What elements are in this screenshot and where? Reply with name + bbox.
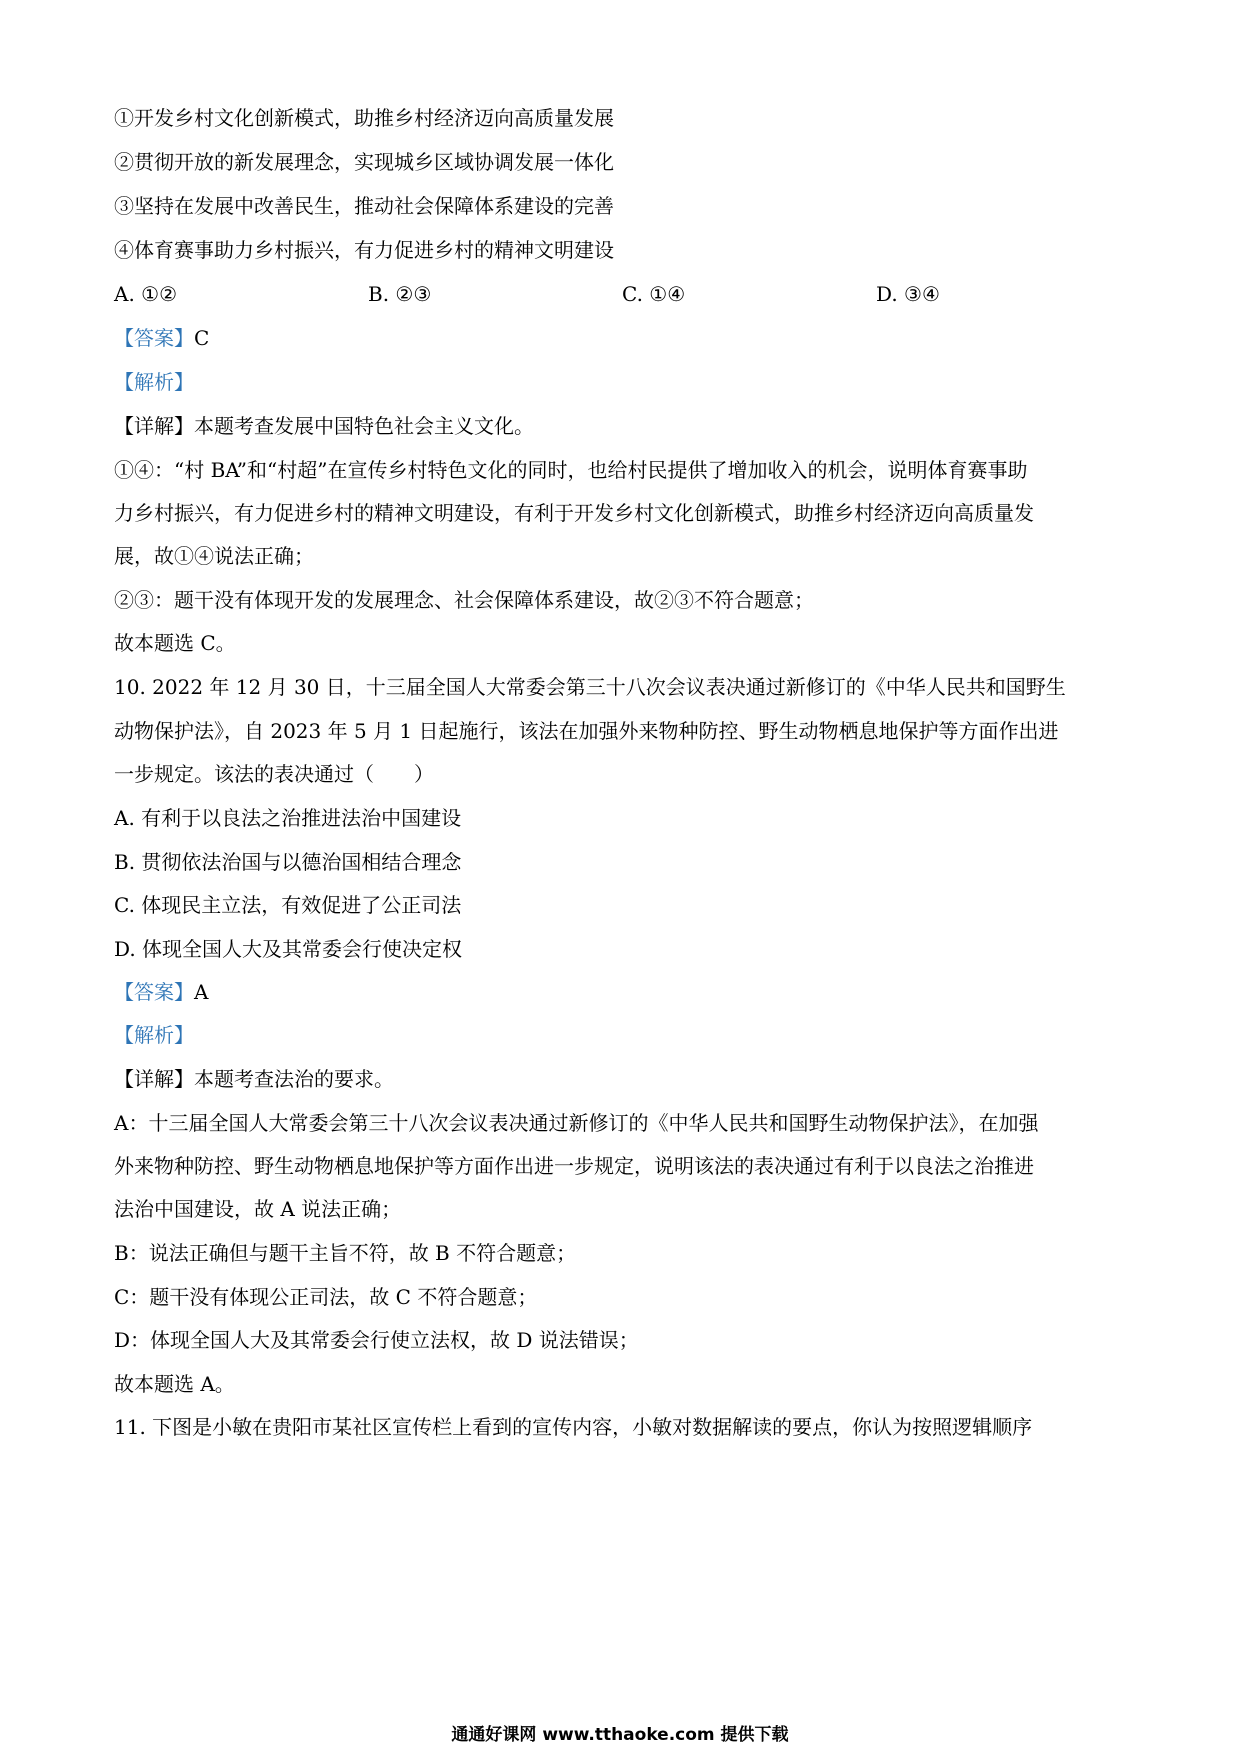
- q10-detail: D：体现全国人大及其常委会行使立法权，故 D 说法错误；: [114, 1328, 639, 1352]
- q10-detail: 【详解】本题考查法治的要求。: [114, 1067, 394, 1091]
- q10-detail: 法治中国建设，故 A 说法正确；: [114, 1197, 402, 1221]
- q10-option-d: D. 体现全国人大及其常委会行使决定权: [114, 937, 463, 961]
- q10-option-c: C. 体现民主立法，有效促进了公正司法: [114, 893, 462, 917]
- q10-detail: 故本题选 A。: [114, 1372, 235, 1396]
- q11-stem: 11. 下图是小敏在贵阳市某社区宣传栏上看到的宣传内容，小敏对数据解读的要点，你认为按照逻辑顺序: [114, 1415, 1033, 1439]
- q9-statement: ③坚持在发展中改善民生，推动社会保障体系建设的完善: [114, 194, 614, 218]
- answer-tag: 【答案】: [114, 326, 194, 350]
- answer-value: C: [194, 326, 210, 350]
- q10-detail: A：十三届全国人大常委会第三十八次会议表决通过新修订的《中华人民共和国野生动物保护法》，在加强: [114, 1111, 1039, 1135]
- q10-detail: B：说法正确但与题干主旨不符，故 B 不符合题意；: [114, 1241, 577, 1265]
- q9-statement: ②贯彻开放的新发展理念，实现城乡区域协调发展一体化: [114, 150, 614, 174]
- q10-analysis-tag: 【解析】: [114, 1023, 194, 1047]
- q10-detail: 外来物种防控、野生动物栖息地保护等方面作出进一步规定，说明该法的表决通过有利于以良法之治推进: [114, 1154, 1034, 1178]
- q10-answer: [114, 979, 208, 1005]
- q9-option-b: B. ②③: [368, 282, 432, 306]
- q10-stem: 动物保护法》，自 2023 年 5 月 1 日起施行，该法在加强外来物种防控、野生动物栖息地保护等方面作出进: [114, 719, 1059, 743]
- q9-options: [114, 281, 1014, 307]
- q9-detail: 展，故①④说法正确；: [114, 544, 314, 568]
- q10-stem: 10. 2022 年 12 月 30 日，十三届全国人大常委会第三十八次会议表决通过新修订的《中华人民共和国野生: [114, 675, 1066, 699]
- answer-tag: 【答案】: [114, 980, 194, 1004]
- answer-value: A: [194, 980, 209, 1004]
- q10-option-a: A. 有利于以良法之治推进法治中国建设: [114, 806, 462, 830]
- q9-detail: 故本题选 C。: [114, 631, 236, 655]
- q9-option-d: D. ③④: [876, 282, 940, 306]
- q9-option-c: C. ①④: [622, 282, 686, 306]
- q9-statement: ①开发乡村文化创新模式，助推乡村经济迈向高质量发展: [114, 106, 614, 130]
- q9-detail: 力乡村振兴，有力促进乡村的精神文明建设，有利于开发乡村文化创新模式，助推乡村经济迈向高质量发: [114, 501, 1034, 525]
- page-footer: 通通好课网 www.tthaoke.com 提供下载: [451, 1725, 789, 1745]
- q9-option-a: A. ①②: [114, 282, 178, 306]
- q9-statement: ④体育赛事助力乡村振兴，有力促进乡村的精神文明建设: [114, 238, 614, 262]
- q10-detail: C：题干没有体现公正司法，故 C 不符合题意；: [114, 1285, 538, 1309]
- q9-detail: ②③：题干没有体现开发的发展理念、社会保障体系建设，故②③不符合题意；: [114, 588, 814, 612]
- q9-detail: 【详解】本题考查发展中国特色社会主义文化。: [114, 414, 534, 438]
- q9-analysis-tag: 【解析】: [114, 370, 194, 394]
- q10-stem: 一步规定。该法的表决通过（ ）: [114, 762, 434, 786]
- q10-option-b: B. 贯彻依法治国与以德治国相结合理念: [114, 850, 462, 874]
- q9-answer: [114, 325, 209, 351]
- q9-detail: ①④：“村 BA”和“村超”在宣传乡村特色文化的同时，也给村民提供了增加收入的机会，说明体育赛事助: [114, 458, 1028, 482]
